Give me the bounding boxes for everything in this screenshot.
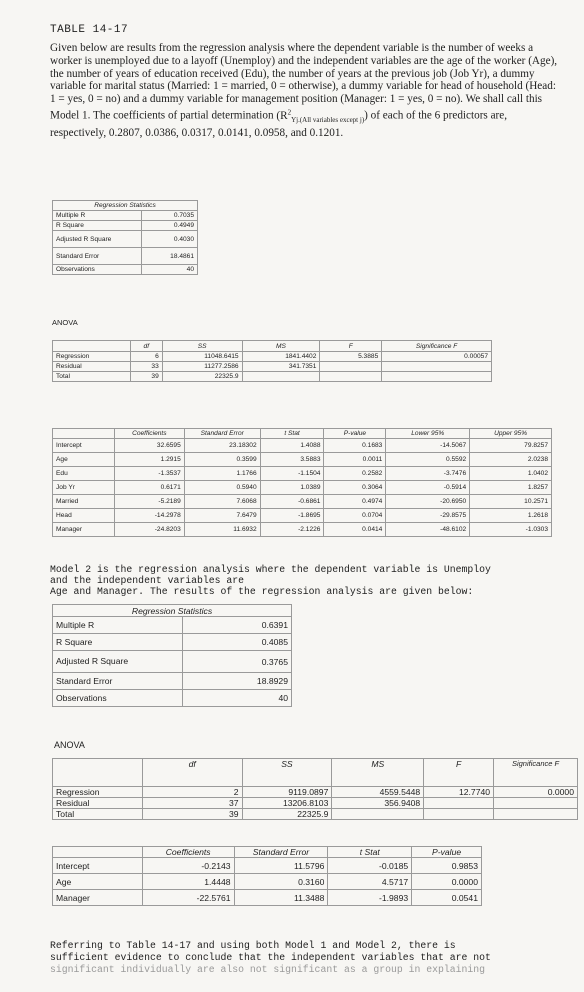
table-row: [53, 890, 482, 906]
cell: 1.2915: [114, 453, 184, 467]
cell: 22325.9: [242, 809, 332, 820]
table-row: [53, 509, 552, 523]
cell: [424, 798, 494, 809]
coef-header: Lower 95%: [386, 429, 470, 439]
cell: -29.8575: [386, 509, 470, 523]
coef-header: t Stat: [328, 847, 412, 858]
stat-value: 0.7035: [142, 211, 198, 221]
anova-header: SS: [162, 341, 242, 352]
cell: -0.2143: [142, 858, 234, 874]
cell: 39: [142, 809, 242, 820]
cell: 0.0704: [324, 509, 386, 523]
coef-header: Standard Error: [184, 429, 260, 439]
table-row: [53, 858, 482, 874]
cell: 1.4448: [142, 874, 234, 890]
cell: 0.5592: [386, 453, 470, 467]
row-label: Married: [53, 495, 115, 509]
table-row: [53, 798, 578, 809]
cell: -0.5914: [386, 481, 470, 495]
stat-label: R Square: [53, 634, 183, 651]
stat-value: 0.4030: [142, 231, 198, 248]
cell: 0.3599: [184, 453, 260, 467]
model2-anova-label: ANOVA: [54, 740, 85, 750]
stat-value: 0.4085: [182, 634, 291, 651]
table-row: [53, 467, 552, 481]
row-label: Manager: [53, 890, 143, 906]
cell: 0.2582: [324, 467, 386, 481]
row-label: Manager: [53, 523, 115, 537]
cell: 6: [130, 352, 162, 362]
intro-text-1: Given below are results from the regression analysis where the dependent variable is the number of weeks a worker is unemployed due to a layoff (Unemploy) and the independent variables are the age of the worker (Age), the number of years of education received (Edu), the number of years at the previous job (Job Yr), a dummy variable for marital status (Married: 1 = married, 0 = otherwise), a dummy variable for head of household (Head: 1 = yes, 0 = no) and a dummy variable for management position (Manager: 1 = yes, 0 = no). We shall call this Model 1. The coefficients of partial determination: [50, 42, 558, 122]
partial-r2-symbol: ($R^2_{Yj.(All variables except j)}$: [276, 107, 365, 124]
cell: 4559.5448: [332, 787, 424, 798]
row-label: Job Yr: [53, 481, 115, 495]
cell: 3.5883: [260, 453, 324, 467]
row-label: Age: [53, 453, 115, 467]
stat-label: Observations: [53, 265, 142, 275]
cell: [424, 809, 494, 820]
cell: -1.8695: [260, 509, 324, 523]
row-label: Intercept: [53, 439, 115, 453]
cell: 0.0000: [412, 874, 482, 890]
table-row: [53, 787, 578, 798]
cell: -24.8203: [114, 523, 184, 537]
row-label: Head: [53, 509, 115, 523]
stat-label: Multiple R: [53, 617, 183, 634]
cell: 0.4974: [324, 495, 386, 509]
cell: 0.6171: [114, 481, 184, 495]
cell: -1.3537: [114, 467, 184, 481]
cell: 1.0402: [470, 467, 552, 481]
cell: 0.0000: [494, 787, 578, 798]
table-row: [53, 523, 552, 537]
cell: 22325.9: [162, 372, 242, 382]
cell: [320, 372, 382, 382]
table-title: Regression Statistics: [53, 605, 292, 617]
model2-line-2: and the independent variables are: [50, 575, 245, 586]
anova-header: F: [320, 341, 382, 352]
anova-header: df: [142, 759, 242, 787]
coef-header: Standard Error: [234, 847, 328, 858]
cell: 356.9408: [332, 798, 424, 809]
row-label: Total: [53, 809, 143, 820]
row-label: Regression: [53, 352, 131, 362]
coef-header: [53, 429, 115, 439]
anova-header: Significance F: [382, 341, 492, 352]
stat-value: 40: [182, 690, 291, 707]
cell: -5.2189: [114, 495, 184, 509]
anova-header: MS: [332, 759, 424, 787]
cell: 79.8257: [470, 439, 552, 453]
question-line-3: significant individually are also not significant as a group in explaining: [50, 964, 486, 975]
cell: -14.5067: [386, 439, 470, 453]
coef-header: P-value: [324, 429, 386, 439]
cell: -1.9893: [328, 890, 412, 906]
cell: 23.18302: [184, 439, 260, 453]
cell: 39: [130, 372, 162, 382]
cell: 341.7351: [242, 362, 320, 372]
cell: -3.7476: [386, 467, 470, 481]
model2-line-1: Model 2 is the regression analysis where the dependent variable is Unemploy: [50, 564, 491, 575]
cell: 12.7740: [424, 787, 494, 798]
cell: 13206.8103: [242, 798, 332, 809]
cell: 1.2618: [470, 509, 552, 523]
table-row: [53, 495, 552, 509]
anova-header: F: [424, 759, 494, 787]
cell: 7.6068: [184, 495, 260, 509]
cell: 1.1766: [184, 467, 260, 481]
cell: 0.3160: [234, 874, 328, 890]
anova-header: df: [130, 341, 162, 352]
coef-header: Upper 95%: [470, 429, 552, 439]
coef-header: P-value: [412, 847, 482, 858]
cell: 1.8257: [470, 481, 552, 495]
row-label: Edu: [53, 467, 115, 481]
cell: [332, 809, 424, 820]
row-label: Residual: [53, 362, 131, 372]
stat-value: 18.4861: [142, 248, 198, 265]
cell: -0.6861: [260, 495, 324, 509]
cell: -48.6102: [386, 523, 470, 537]
model1-regression-statistics: [52, 200, 198, 275]
model2-coefficients-table: [52, 846, 482, 906]
cell: [382, 372, 492, 382]
model2-anova-table: [52, 758, 578, 820]
anova-header: SS: [242, 759, 332, 787]
cell: 0.00057: [382, 352, 492, 362]
cell: -1.0303: [470, 523, 552, 537]
cell: 2: [142, 787, 242, 798]
cell: 32.6595: [114, 439, 184, 453]
stat-value: 40: [142, 265, 198, 275]
row-label: Intercept: [53, 858, 143, 874]
cell: 11.6932: [184, 523, 260, 537]
cell: 11048.6415: [162, 352, 242, 362]
cell: 0.0541: [412, 890, 482, 906]
cell: 0.9853: [412, 858, 482, 874]
question-line-2: sufficient evidence to conclude that the independent variables that are not: [50, 952, 491, 963]
anova-header: MS: [242, 341, 320, 352]
table-row: [53, 362, 492, 372]
anova-header: [53, 341, 131, 352]
model1-anova-table: [52, 340, 492, 382]
question-text: [50, 940, 580, 976]
anova-header: Significance F: [494, 759, 578, 787]
table-row: [53, 809, 578, 820]
cell: 9119.0897: [242, 787, 332, 798]
stat-label: Multiple R: [53, 211, 142, 221]
stat-value: 0.3765: [182, 651, 291, 673]
stat-value: 0.4949: [142, 221, 198, 231]
table-title: Regression Statistics: [53, 201, 198, 211]
cell: 11.3488: [234, 890, 328, 906]
cell: [382, 362, 492, 372]
row-label: Regression: [53, 787, 143, 798]
stat-value: 0.6391: [182, 617, 291, 634]
stat-label: Standard Error: [53, 673, 183, 690]
row-label: Total: [53, 372, 131, 382]
cell: 1.0389: [260, 481, 324, 495]
anova-header: [53, 759, 143, 787]
cell: 33: [130, 362, 162, 372]
cell: 0.0414: [324, 523, 386, 537]
cell: 11.5796: [234, 858, 328, 874]
question-line-1: Referring to Table 14-17 and using both Model 1 and Model 2, there is: [50, 940, 456, 951]
table-row: [53, 481, 552, 495]
cell: -0.0185: [328, 858, 412, 874]
cell: 1.4088: [260, 439, 324, 453]
cell: -14.2978: [114, 509, 184, 523]
table-row: [53, 372, 492, 382]
cell: 2.0238: [470, 453, 552, 467]
coef-header: Coefficients: [142, 847, 234, 858]
stat-label: Adjusted R Square: [53, 651, 183, 673]
cell: 1841.4402: [242, 352, 320, 362]
table-row: [53, 439, 552, 453]
cell: -22.5761: [142, 890, 234, 906]
cell: -2.1226: [260, 523, 324, 537]
cell: 0.3064: [324, 481, 386, 495]
row-label: Age: [53, 874, 143, 890]
stat-value: 18.8929: [182, 673, 291, 690]
cell: [494, 798, 578, 809]
cell: 0.0011: [324, 453, 386, 467]
model2-description: [50, 564, 580, 597]
cell: 7.6479: [184, 509, 260, 523]
stat-label: Standard Error: [53, 248, 142, 265]
cell: 10.2571: [470, 495, 552, 509]
model1-coefficients-table: [52, 428, 552, 537]
model2-regression-statistics: [52, 604, 292, 707]
table-row: [53, 352, 492, 362]
intro-text-2: ) of each of the 6 predictors are, respectively, 0.2807, 0.0386, 0.0317, 0.0141, 0.0958, and 0.1201.: [50, 109, 508, 139]
cell: -1.1504: [260, 467, 324, 481]
cell: 0.1683: [324, 439, 386, 453]
row-label: Residual: [53, 798, 143, 809]
intro-paragraph: [50, 42, 562, 140]
stat-label: Adjusted R Square: [53, 231, 142, 248]
cell: [494, 809, 578, 820]
cell: 4.5717: [328, 874, 412, 890]
model2-line-3: Age and Manager. The results of the regression analysis are given below:: [50, 586, 474, 597]
stat-label: R Square: [53, 221, 142, 231]
cell: 5.3885: [320, 352, 382, 362]
cell: [320, 362, 382, 372]
model1-anova-label: ANOVA: [52, 318, 78, 327]
cell: 0.5940: [184, 481, 260, 495]
cell: -20.6950: [386, 495, 470, 509]
coef-header: t Stat: [260, 429, 324, 439]
table-row: [53, 453, 552, 467]
stat-label: Observations: [53, 690, 183, 707]
coef-header: [53, 847, 143, 858]
cell: 37: [142, 798, 242, 809]
table-label: TABLE 14-17: [50, 24, 129, 36]
coef-header: Coefficients: [114, 429, 184, 439]
cell: 11277.2586: [162, 362, 242, 372]
cell: [242, 372, 320, 382]
table-row: [53, 874, 482, 890]
